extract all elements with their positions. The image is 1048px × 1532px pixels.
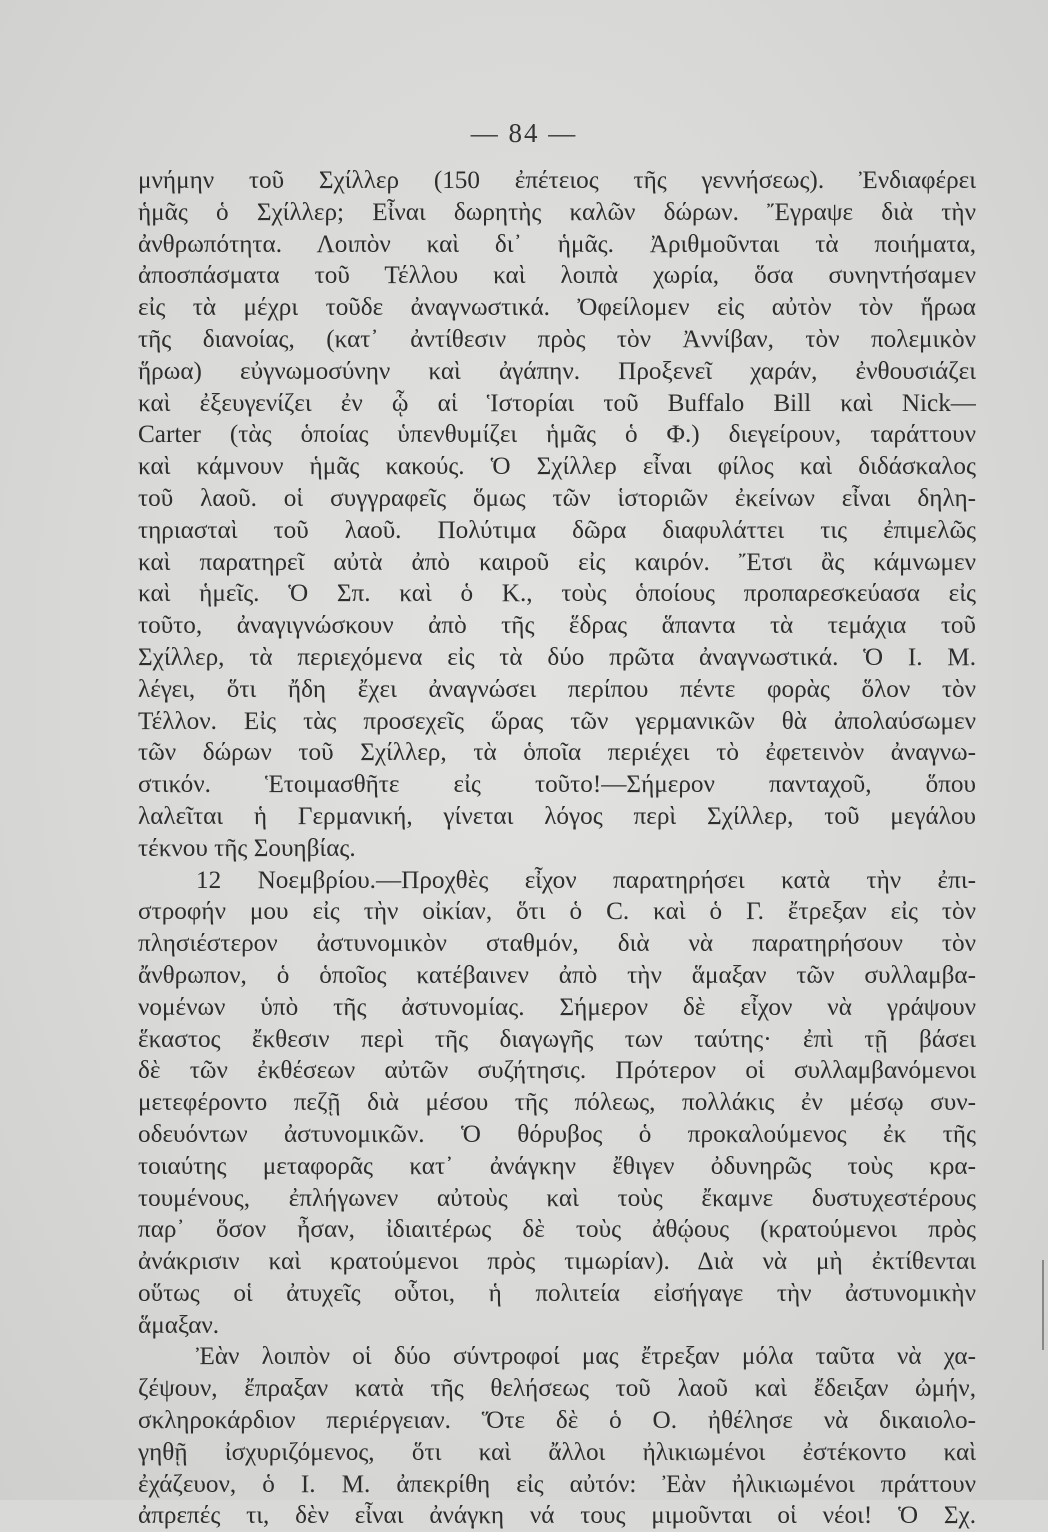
text-line: τοιαύτης μεταφορᾶς κατ᾽ ἀνάγκην ἔθιγεν ὀδυνηρῶς τοὺς κρα- [138,1152,976,1180]
text-line: τουμένους, ἐπλήγωνεν αὐτοὺς καὶ τοὺς ἔκαμνε δυστυχεστέρους [138,1184,976,1212]
text-line: 12 Νοεμβρίου.—Προχθὲς εἶχον παρατηρήσει κατὰ τὴν ἐπι- [196,866,976,894]
text-line: ἅμαξαν. [138,1311,220,1339]
text-line: καὶ παρατηρεῖ αὐτὰ ἀπὸ καιροῦ εἰς καιρόν. Ἔτσι ἂς κάμνωμεν [138,548,976,576]
text-line: τῶν δώρων τοῦ Σχίλλερ, τὰ ὁποῖα περιέχει τὸ ἐφετεινὸν ἀναγνω- [138,739,976,767]
text-line: ἀποσπάσματα τοῦ Τέλλου καὶ λοιπὰ χωρία, ὅσα συνηντήσαμεν [138,262,976,290]
text-line: τοῦ λαοῦ. οἱ συγγραφεῖς ὅμως τῶν ἱστοριῶν ἐκείνων εἶναι δηλη- [138,484,976,512]
text-line: στικόν. Ἑτοιμασθῆτε εἰς τοῦτο!—Σήμερον πανταχοῦ, ὅπου [138,771,976,799]
text-line: ζέψουν, ἔπραξαν κατὰ τῆς θελήσεως τοῦ λαοῦ καὶ ἔδειξαν ὠμήν, [138,1375,976,1403]
text-line: Carter (τὰς ὁποίας ὑπενθυμίζει ἡμᾶς ὁ Φ.) διεγείρουν, ταράττουν [138,421,976,449]
text-line: ἀπρεπές τι, δὲν εἶναι ἀνάγκη νά τους μιμοῦνται οἱ νέοι! Ὁ Σχ. [138,1502,976,1530]
text-line: ἐχάζευον, ὁ Ι. Μ. ἀπεκρίθη εἰς αὐτόν: Ἐὰν ἠλικιωμένοι πράττουν [138,1470,976,1498]
page-number: — 84 — [470,118,578,148]
text-line: Τέλλον. Εἰς τὰς προσεχεῖς ὥρας τῶν γερμανικῶν θὰ ἀπολαύσωμεν [138,707,976,735]
text-line: λέγει, ὅτι ἤδη ἔχει ἀναγνώσει περίπου πέντε φορὰς ὅλον τὸν [138,675,976,703]
text-line: νομένων ὑπὸ τῆς ἀστυνομίας. Σήμερον δὲ εἶχον νὰ γράψουν [138,993,976,1021]
text-line: παρ᾽ ὅσον ἦσαν, ἰδιαιτέρως δὲ τοὺς ἀθῴους (κρατούμενοι πρὸς [138,1216,976,1244]
text-line: ἄνθρωπον, ὁ ὁποῖος κατέβαινεν ἀπὸ τὴν ἅμαξαν τῶν συλλαμβα- [138,961,976,989]
text-line: ἥρωα) εὐγνωμοσύνην καὶ ἀγάπην. Προξενεῖ χαράν, ἐνθουσιάζει [138,357,976,385]
text-line: στροφήν μου εἰς τὴν οἰκίαν, ὅτι ὁ C. καὶ ὁ Γ. ἔτρεξαν εἰς τὸν [138,898,976,926]
text-line: τοῦτο, ἀναγιγνώσκουν ἀπὸ τῆς ἕδρας ἅπαντα τὰ τεμάχια τοῦ [138,612,976,640]
text-line: ἀνάκρισιν καὶ κρατούμενοι πρὸς τιμωρίαν). Διὰ νὰ μὴ ἐκτίθενται [138,1248,976,1276]
text-line: μετεφέροντο πεζῇ διὰ μέσου τῆς πόλεως, πολλάκις ἐν μέσῳ συν- [138,1089,976,1117]
text-line: ἀνθρωπότητα. Λοιπὸν καὶ δι᾽ ἡμᾶς. Ἀριθμοῦνται τὰ ποιήματα, [138,230,976,258]
text-line: εἰς τὰ μέχρι τοῦδε ἀναγνωστικά. Ὀφείλομεν εἰς αὐτὸν τὸν ἥρωα [138,294,976,322]
text-line: Ἐὰν λοιπὸν οἱ δύο σύντροφοί μας ἔτρεξαν μόλα ταῦτα νὰ χα- [196,1343,976,1371]
text-line: τέκνου τῆς Σουηβίας. [138,834,356,862]
text-line: ἡμᾶς ὁ Σχίλλερ; Εἶναι δωρητὴς καλῶν δώρων. Ἔγραψε διὰ τὴν [138,198,976,226]
page-edge-mark [1042,1260,1044,1350]
text-line: πλησιέστερον ἀστυνομικὸν σταθμόν, διὰ νὰ παρατηρήσουν τὸν [138,930,976,958]
text-line: σκληροκάρδιον περιέργειαν. Ὅτε δὲ ὁ Ο. ἠθέλησε νὰ δικαιολο- [138,1407,976,1435]
text-line: γηθῇ ἰσχυριζόμενος, ὅτι καὶ ἄλλοι ἠλικιωμένοι ἐστέκοντο καὶ [138,1438,976,1466]
text-line: καὶ κάμνουν ἡμᾶς κακούς. Ὁ Σχίλλερ εἶναι φίλος καὶ διδάσκαλος [138,453,976,481]
text-line: λαλεῖται ἡ Γερμανική, γίνεται λόγος περὶ Σχίλλερ, τοῦ μεγάλου [138,802,976,830]
text-line: Σχίλλερ, τὰ περιεχόμενα εἰς τὰ δύο πρῶτα ἀναγνωστικά. Ὁ Ι. Μ. [138,643,976,671]
text-line: οδευόντων ἀστυνομικῶν. Ὁ θόρυβος ὁ προκαλούμενος ἐκ τῆς [138,1120,976,1148]
text-line: καὶ ἡμεῖς. Ὁ Σπ. καὶ ὁ Κ., τοὺς ὁποίους προπαρεσκεύασα εἰς [138,580,976,608]
body-text [138,165,976,1532]
text-line: δὲ τῶν ἐκθέσεων αὐτῶν συζήτησις. Πρότερον οἱ συλλαμβανόμενοι [138,1057,976,1085]
text-line: ἕκαστος ἔκθεσιν περὶ τῆς διαγωγῆς των ταύτης· ἐπὶ τῇ βάσει [138,1025,976,1053]
text-line: τηριασταὶ τοῦ λαοῦ. Πολύτιμα δῶρα διαφυλάττει τις ἐπιμελῶς [138,516,976,544]
text-line: μνήμην τοῦ Σχίλλερ (150 ἐπέτειος τῆς γεννήσεως). Ἐνδιαφέρει [138,167,976,194]
text-line: τῆς διανοίας, (κατ᾽ ἀντίθεσιν πρὸς τὸν Ἀννίβαν, τὸν πολεμικὸν [138,325,976,353]
text-line: οὕτως οἱ ἀτυχεῖς οὗτοι, ἡ πολιτεία εἰσήγαγε τὴν ἀστυνομικὴν [138,1279,976,1307]
text-line: καὶ ἐξευγενίζει ἐν ᾧ αἱ Ἱστορίαι τοῦ Buffalo Bill καὶ Nick— [138,389,976,417]
